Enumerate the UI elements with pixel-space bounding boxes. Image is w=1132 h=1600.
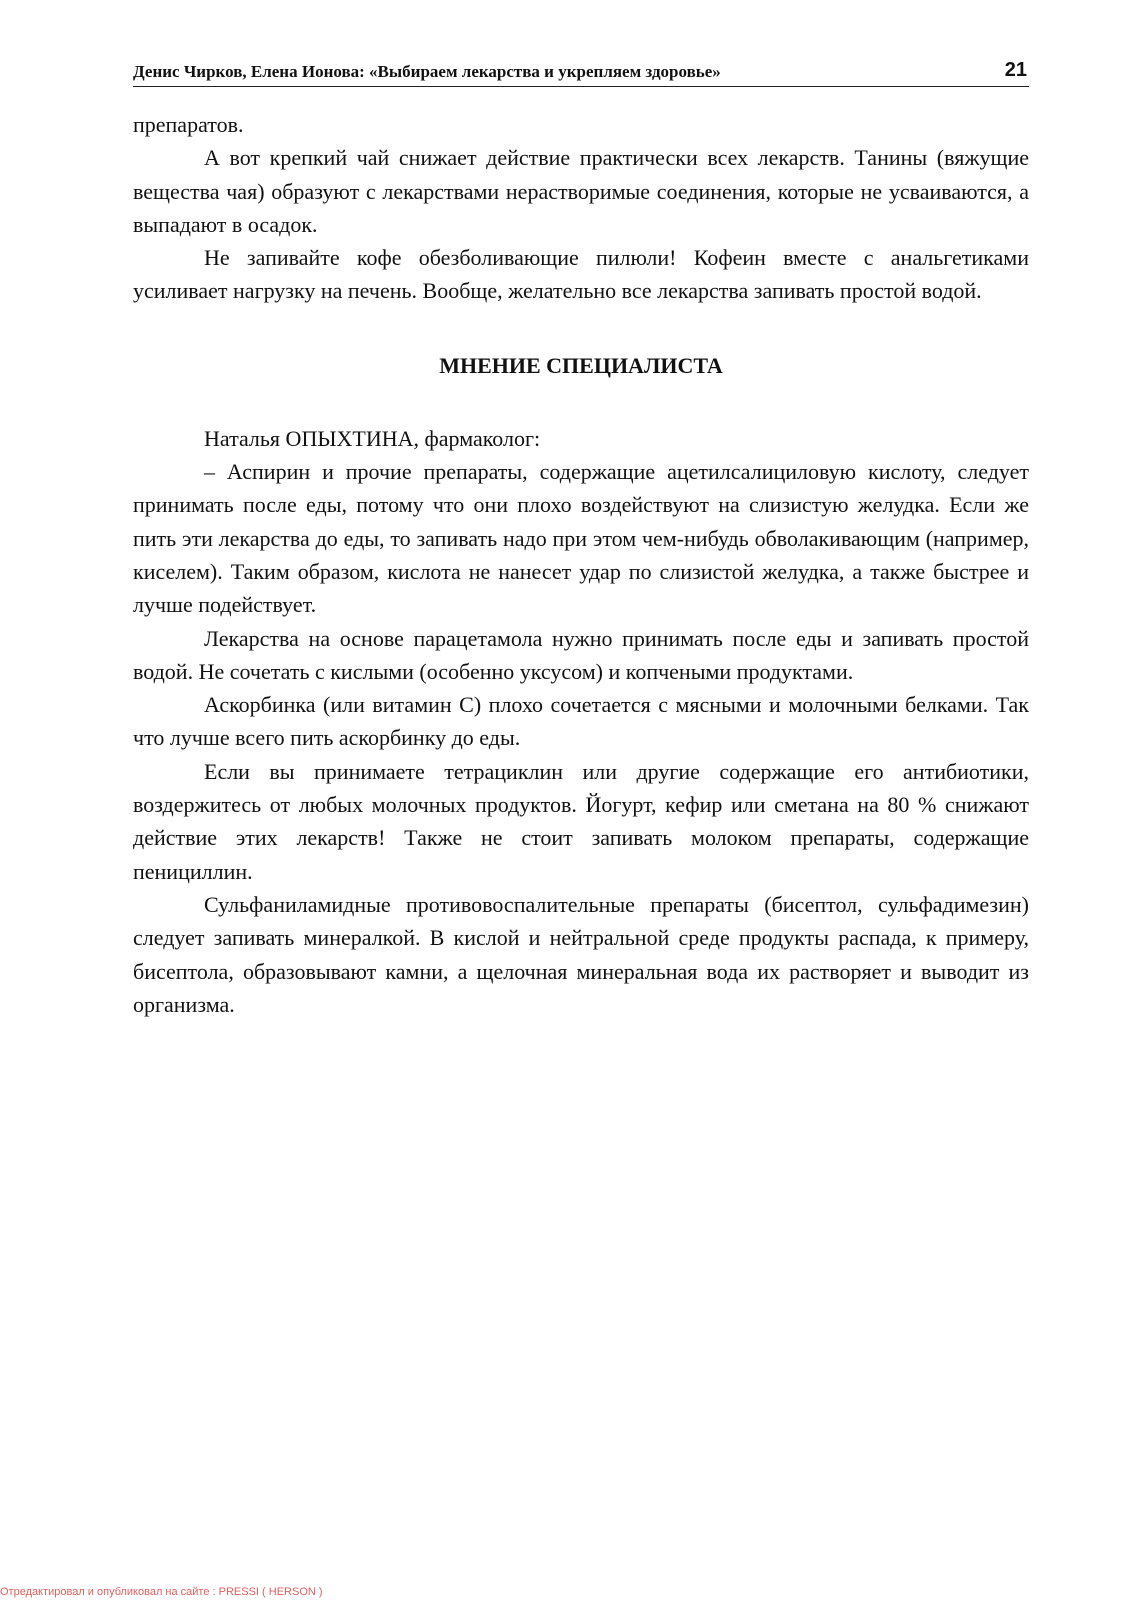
section-heading: МНЕНИЕ СПЕЦИАЛИСТА — [439, 352, 723, 378]
running-title: Денис Чирков, Елена Ионова: «Выбираем лекарства и укрепляем здоровье» — [133, 62, 721, 81]
publisher-watermark: Отредактировал и опубликовал на сайте : PRESSI ( HERSON ) — [0, 1586, 323, 1598]
paragraph-paracetamol: Лекарства на основе парацетамола нужно принимать после еды и запивать простой водой. Не сочетать с кислыми (особенно уксусом) и копчеными продуктами. — [133, 625, 1029, 684]
running-header — [133, 56, 1029, 87]
paragraph-continuation: препаратов. — [133, 112, 244, 137]
paragraph-tea: А вот крепкий чай снижает действие практически всех лекарств. Танины (вяжущие вещества чая) образуют с лекарствами нерастворимые соединения, которые не усваиваются, а выпадают в осадок. — [133, 145, 1029, 237]
page-number: 21 — [1004, 59, 1027, 81]
expert-attribution: Наталья ОПЫХТИНА, фармаколог: — [204, 425, 541, 451]
paragraph-tetracycline: Если вы принимаете тетрациклин или другие содержащие его антибиотики, воздержитесь от любых молочных продуктов. Йогурт, кефир или сметана на 80 % снижают действие этих лекарств! Также не стоит запивать молоком препараты, содержащие пенициллин. — [133, 758, 1029, 884]
paragraph-aspirin: – Аспирин и прочие препараты, содержащие ацетилсалициловую кислоту, следует принимать после еды, потому что они плохо воздействуют на слизистую желудка. Если же пить эти лекарства до еды, то запивать надо при этом чем-нибудь обволакивающим (например, киселем). Таким образом, кислота не нанесет удар по слизистой желудка, а также быстрее и лучше подействует. — [133, 459, 1029, 618]
paragraph-sulfonamide: Сульфаниламидные противовоспалительные препараты (бисептол, сульфадимезин) следует запивать минералкой. В кислой и нейтральной среде продукты распада, к примеру, бисептола, образовывают камни, а щелочная минеральная вода их растворяет и выводит из организма. — [133, 891, 1029, 1017]
body-text — [133, 108, 1029, 1021]
paragraph-ascorbic: Аскорбинка (или витамин С) плохо сочетается с мясными и молочными белками. Так что лучше всего пить аскорбинку до еды. — [133, 692, 1029, 751]
paragraph-coffee: Не запивайте кофе обезболивающие пилюли! Кофеин вместе с анальгетиками усиливает нагрузку на печень. Вообще, желательно все лекарства запивать простой водой. — [133, 245, 1029, 304]
